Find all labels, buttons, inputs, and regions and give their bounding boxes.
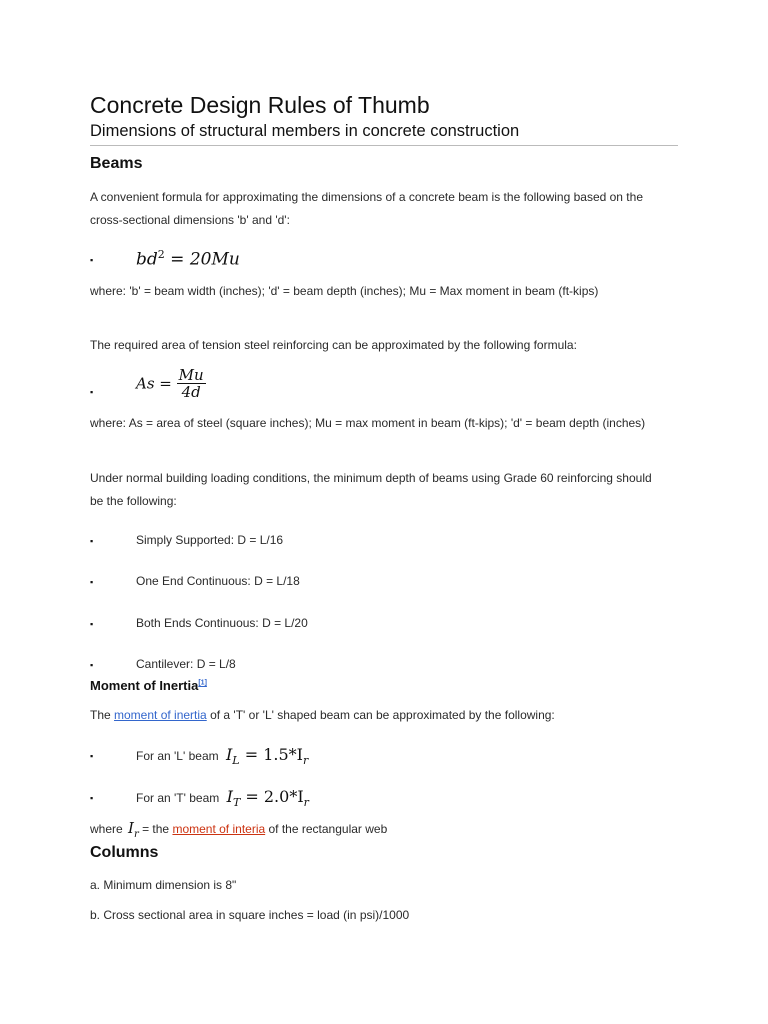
depth-item: One End Continuous: D = L/18 (136, 574, 300, 588)
bullet-icon: ▪ (90, 619, 94, 629)
section-heading-moment-of-inertia: Moment of Inertia[1] (90, 678, 207, 693)
depth-item: Cantilever: D = L/8 (136, 657, 236, 671)
title-divider (90, 145, 678, 146)
bullet-icon: ▪ (90, 536, 94, 546)
bullet-icon: ▪ (90, 660, 94, 670)
columns-item-a: a. Minimum dimension is 8" (90, 878, 237, 892)
steel-intro: The required area of tension steel reinforcing can be approximated by the following formula: (90, 338, 577, 352)
page-title: Concrete Design Rules of Thumb (90, 92, 430, 118)
beams-intro-line1: A convenient formula for approximating the dimensions of a concrete beam is the following based on the (90, 190, 643, 204)
page-subtitle: Dimensions of structural members in concrete construction (90, 122, 520, 140)
formula2-where: where: As = area of steel (square inches); Mu = max moment in beam (ft-kips); 'd' = beam depth (inches) (90, 416, 646, 430)
inertia-intro: The moment of inertia of a 'T' or 'L' shaped beam can be approximated by the following: (90, 708, 555, 722)
section-heading-beams: Beams (90, 155, 143, 172)
inertia-where: where $I_r$ = the moment of interia of the rectangular web (90, 819, 388, 840)
columns-item-b: b. Cross sectional area in square inches = load (in psi)/1000 (90, 908, 410, 922)
moment-of-interia-link[interactable]: moment of interia (172, 822, 266, 836)
bullet-icon: ▪ (90, 255, 94, 265)
formula-beam-dimensions: $bd^2 = 20Mu$ (136, 248, 240, 270)
depth-item: Simply Supported: D = L/16 (136, 533, 284, 547)
bullet-icon: ▪ (90, 577, 94, 587)
depth-intro-line1: Under normal building loading conditions, the minimum depth of beams using Grade 60 reinforcing should (90, 471, 652, 485)
depth-item: Both Ends Continuous: D = L/20 (136, 616, 308, 630)
formula-l-beam: $I_L = 1.5*I_r$ (225, 745, 309, 768)
reference-link[interactable]: [1] (198, 679, 207, 687)
l-beam-item: For an 'L' beam $I_L = 1.5*I_r$ (136, 745, 309, 768)
bullet-icon: ▪ (90, 751, 94, 761)
depth-intro-line2: be the following: (90, 494, 177, 508)
formula-steel-area: As = $\frac{Mu}{4d}$ (136, 366, 204, 401)
bullet-icon: ▪ (90, 793, 94, 803)
section-heading-columns: Columns (90, 844, 159, 861)
formula-t-beam: $I_T = 2.0*I_r$ (226, 787, 309, 810)
bullet-icon: ▪ (90, 387, 94, 397)
t-beam-item: For an 'T' beam $I_T = 2.0*I_r$ (136, 787, 309, 810)
formula1-where: where: 'b' = beam width (inches); 'd' = beam depth (inches); Mu = Max moment in beam (ft-kips) (90, 284, 599, 298)
moment-of-inertia-link[interactable]: moment of inertia (114, 708, 207, 722)
beams-intro-line2: cross-sectional dimensions 'b' and 'd': (90, 213, 290, 227)
